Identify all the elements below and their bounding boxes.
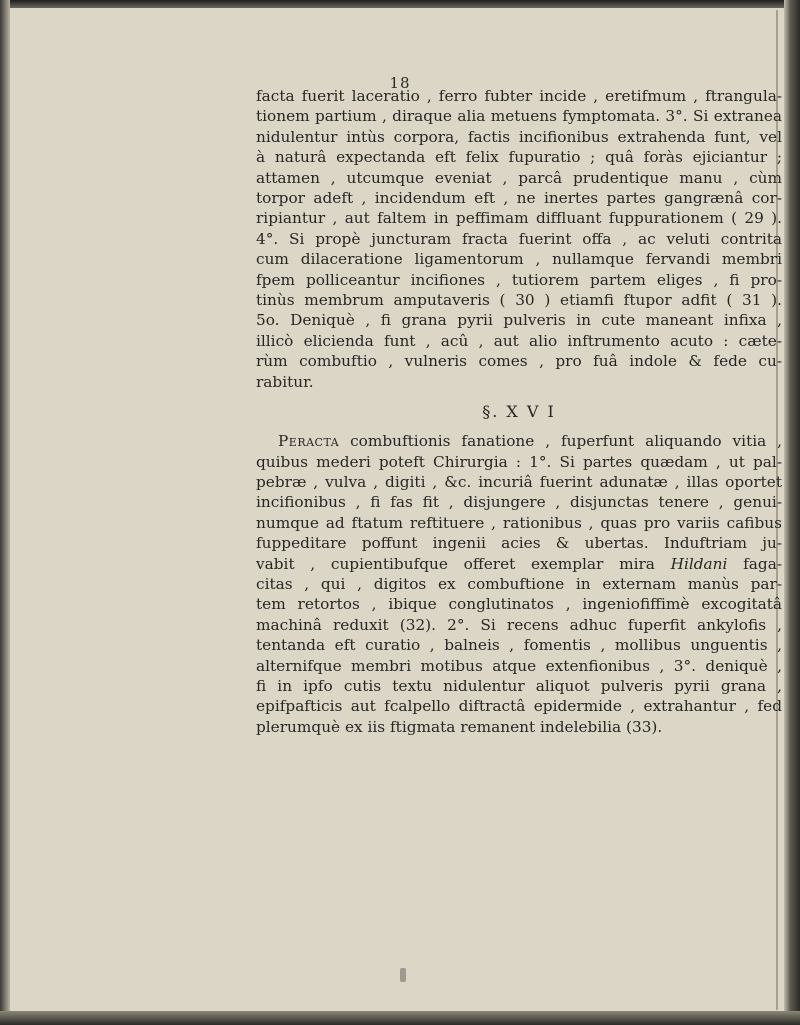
text-line: tentanda eft curatio , balneis , fomentis , mollibus unguentis ,	[256, 636, 782, 655]
text-line: machinâ reduxit (32). 2°. Si recens adhuc fuperfit ankylofis ,	[256, 615, 782, 634]
text-line: rabitur.	[256, 372, 314, 391]
lead-word: Peracta	[278, 432, 340, 451]
text-line-rest: combuftionis fanatione , fuperfunt aliquando vitia ,	[339, 432, 782, 451]
text-line: attamen , utcumque eveniat , parcâ prudentique manu , cùm	[256, 168, 782, 187]
text-line: numque ad ftatum reftituere , rationibus , quas pro variis cafibus	[256, 513, 782, 532]
scan-edge-top	[0, 0, 800, 8]
text-line: 4°. Si propè juncturam fracta fuerint offa , ac veluti contrita	[256, 229, 782, 248]
text-line	[256, 431, 782, 451]
text-line: pebræ , vulva , digiti , &c. incuriâ fuerint adunatæ , illas oportet	[256, 472, 782, 491]
text-line: à naturâ expectanda eft felix fupuratio ; quâ foràs ejiciantur ;	[256, 148, 782, 167]
text-line: torpor adeft , incidendum eft , ne inertes partes gangrænâ cor-	[256, 189, 782, 208]
text-line: illicò elicienda funt , acû , aut alio inftrumento acuto : cæte-	[256, 331, 782, 350]
text-line: quibus mederi poteft Chirurgia : 1°. Si partes quædam , ut pal-	[256, 452, 782, 471]
section-heading: §. X V I	[482, 402, 556, 422]
paragraph-1	[256, 86, 782, 392]
text-line: epifpafticis aut fcalpello diftractâ epidermide , extrahantur , fed	[256, 697, 782, 716]
text-line: alternifque membri motibus atque extenfionibus , 3°. deniquè ,	[256, 656, 782, 675]
text-line: incifionibus , fi fas fit , disjungere , disjunctas tenere , genui-	[256, 493, 782, 512]
text-line-end: faga-	[727, 554, 782, 573]
text-line: fpem polliceantur incifiones , tutiorem partem eliges , fi pro-	[256, 270, 782, 289]
text-line-start: vabit , cupientibufque offeret exemplar mira	[256, 554, 655, 573]
ink-mark	[400, 968, 406, 982]
text-line: tionem partium , diraque alia metuens fymptomata. 3°. Si extranea	[256, 107, 782, 126]
text-line: plerumquè ex iis ftigmata remanent indelebilia (33).	[256, 717, 663, 736]
page-number: 18	[389, 74, 411, 92]
text-line: tinùs membrum amputaveris ( 30 ) etiamfi ftupor adfit ( 31 ).	[256, 291, 782, 310]
text-line: ripiantur , aut faltem in peffimam diffluant fuppurationem ( 29 ).	[256, 209, 782, 228]
scan-edge-bottom	[0, 1011, 800, 1025]
text-line: fuppeditare poffunt ingenii acies & ubertas. Induftriam ju-	[256, 534, 782, 553]
text-line: tem retortos , ibique conglutinatos , ingeniofiffimè excogitatâ	[256, 595, 782, 614]
text-line: 5o. Deniquè , fi grana pyrii pulveris in cute maneant infixa ,	[256, 311, 782, 330]
text-line: facta fuerit laceratio , ferro fubter incide , eretifmum , ftrangula-	[256, 87, 782, 105]
scan-edge-left	[0, 0, 10, 1025]
scan-edge-right	[784, 0, 800, 1025]
text-line: nidulentur intùs corpora, factis incifionibus extrahenda funt, vel	[256, 127, 782, 146]
text-line: fi in ipfo cutis textu nidulentur aliquot pulveris pyrii grana ,	[256, 676, 782, 695]
paragraph-2	[256, 431, 782, 737]
text-line: rùm combuftio , vulneris comes , pro fuâ indole & fede cu-	[256, 352, 782, 371]
text-line: citas , qui , digitos ex combuftione in externam manùs par-	[256, 574, 782, 593]
text-line	[256, 554, 782, 574]
text-line: cum dilaceratione ligamentorum , nullamque fervandi membri	[256, 250, 782, 269]
italic-name: Hildani	[670, 554, 728, 573]
body-text	[256, 86, 782, 737]
